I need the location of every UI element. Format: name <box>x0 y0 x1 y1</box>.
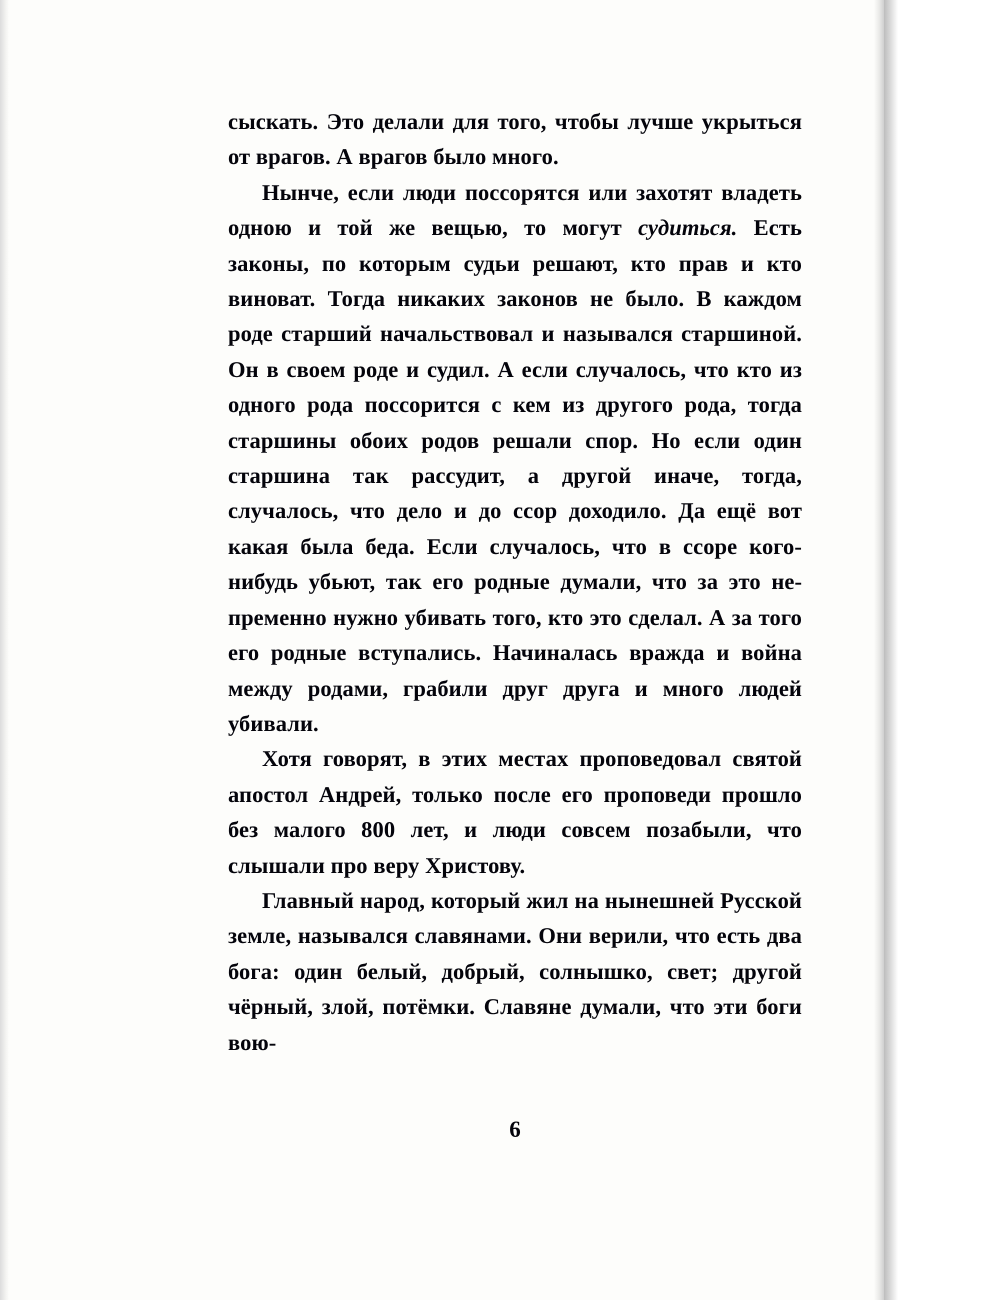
scan-edge-right <box>874 0 884 1300</box>
page-text-block <box>228 104 802 1060</box>
paragraph-2-part-2: Есть законы, по которым судьи решают, кто прав и кто виноват. Тогда никаких законов не было. В каждом роде старший начальствовал и назывался старшиной. Он в своем роде и судил. А если случалось, что кто из одного рода поссорится с кем из другого рода, тогда старшины обоих родов решали спор. Но если один старшина так рассудит, а другой иначе, тогда, случалось, что дело и до ссор доходило. Да ещё вот какая была беда. Если случалось, что в ссоре кого-нибудь убьют, так его родные думали, что за это непременно нужно убивать того, кто это сделал. А за того его родные вступались. Начиналась вражда и война между родами, грабили друг друга и много людей убивали. <box>228 215 802 736</box>
paragraph-2 <box>228 175 802 742</box>
paragraph-3: Хотя говорят, в этих местах проповедовал святой апостол Андрей, только после его проповеди прошло без малого 800 лет, и люди совсем позабыли, что слышали про веру Христову. <box>228 746 802 878</box>
scan-edge-left <box>0 0 9 1300</box>
paragraph-2-italic-term: судиться. <box>638 215 738 241</box>
paragraph-2-part-1: Нынче, если люди поссорятся или захотят владеть одною и той же вещью, то могут <box>228 179 802 241</box>
page-number: 6 <box>509 1117 521 1142</box>
page-gutter-shadow <box>884 0 898 1300</box>
paragraph-4: Главный народ, который жил на нынешней Русской земле, назывался славянами. Они верили, что есть два бога: один белый, добрый, солнышко, свет; другой чёрный, злой, потёмки. Славяне думали, что эти боги вою- <box>228 887 802 1055</box>
background-margin <box>898 0 1000 1300</box>
paragraph-1: сыскать. Это делали для того, чтобы лучше укрыться от врагов. А врагов было много. <box>228 109 802 170</box>
